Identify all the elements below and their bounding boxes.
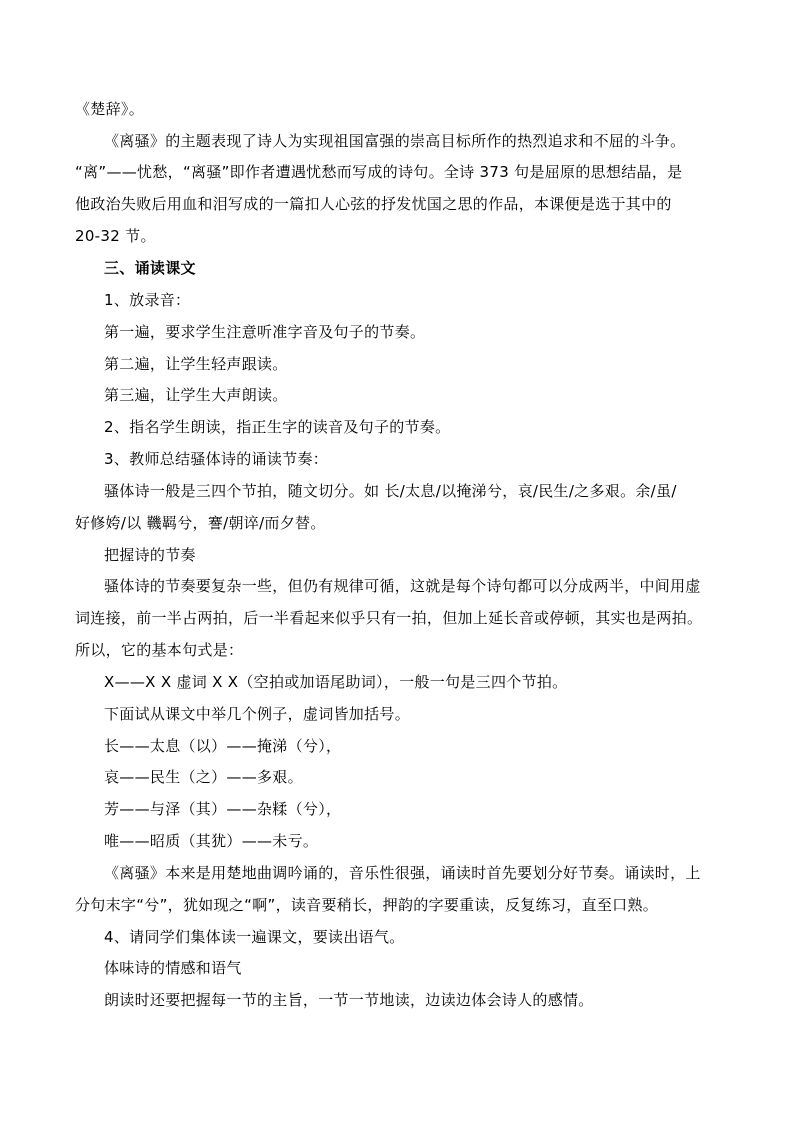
text-line: 词连接，前一半占两拍，后一半看起来似乎只有一拍，但加上延长音或停顿，其实也是两拍。	[75, 609, 703, 627]
text-line: 骚体诗的节奏要复杂一些，但仍有规律可循，这就是每个诗句都可以分成两半，中间用虚	[104, 577, 701, 595]
text-line: 好修姱/以 鞿羁兮，謇/朝谇/而夕替。	[75, 514, 326, 532]
text-line: “离”——忧愁，“离骚”即作者遭遇忧愁而写成的诗句。全诗 373 句是屈原的思想结晶，是	[75, 163, 683, 181]
text-line: 朗读时还要把握每一节的主旨，一节一节地读，边读边体会诗人的感情。	[104, 991, 594, 1009]
step-item: 2、指名学生朗读，指正生字的读音及句子的节奏。	[104, 418, 451, 436]
paragraph-theme: 《离骚》的主题表现了诗人为实现祖国富强的崇高目标所作的热烈追求和不屈的斗争。	[104, 132, 686, 150]
pattern-line: X——X X 虚词 X X（空拍或加语尾助词），一般一句是三四个节拍。	[104, 673, 568, 691]
text-line: 下面试从课文中举几个例子，虚词皆加括号。	[104, 705, 411, 723]
example-line: 唯——昭质（其犹）——未亏。	[104, 832, 319, 850]
text-line: 《楚辞》。	[75, 100, 145, 118]
text-line: 《离骚》本来是用楚地曲调吟诵的，音乐性很强，诵读时首先要划分好节奏。诵读时，上	[104, 864, 701, 882]
text-line: 所以，它的基本句式是：	[75, 641, 244, 659]
example-line: 芳——与泽（其）——杂糅（兮），	[104, 800, 342, 818]
text-line: 20-32 节。	[75, 227, 156, 245]
example-line: 哀——民生（之）——多艰。	[104, 768, 303, 786]
step-item: 1、放录音：	[104, 291, 191, 309]
subheading: 把握诗的节奏	[104, 546, 196, 564]
text-line: 第三遍，让学生大声朗读。	[104, 386, 288, 404]
text-line: 他政治失败后用血和泪写成的一篇扣人心弦的抒发忧国之思的作品，本课便是选于其中的	[75, 195, 672, 213]
subheading: 体味诗的情感和语气	[104, 959, 242, 977]
text-line: 第一遍，要求学生注意听准字音及句子的节奏。	[104, 323, 426, 341]
step-item: 4、请同学们集体读一遍课文，要读出语气。	[104, 928, 405, 946]
text-line: 骚体诗一般是三四个节拍，随文切分。如 长/太息/以掩涕兮，哀/民生/之多艰。余/虽/	[104, 482, 677, 500]
text-line: 分句末字“兮”，犹如现之“啊”，读音要稍长，押韵的字要重读，反复练习，直至口熟。	[75, 896, 659, 914]
step-item: 3、教师总结骚体诗的诵读节奏：	[104, 450, 329, 468]
example-line: 长——太息（以）——掩涕（兮），	[104, 737, 342, 755]
section-heading: 三、诵读课文	[104, 259, 196, 277]
text-line: 第二遍，让学生轻声跟读。	[104, 355, 288, 373]
